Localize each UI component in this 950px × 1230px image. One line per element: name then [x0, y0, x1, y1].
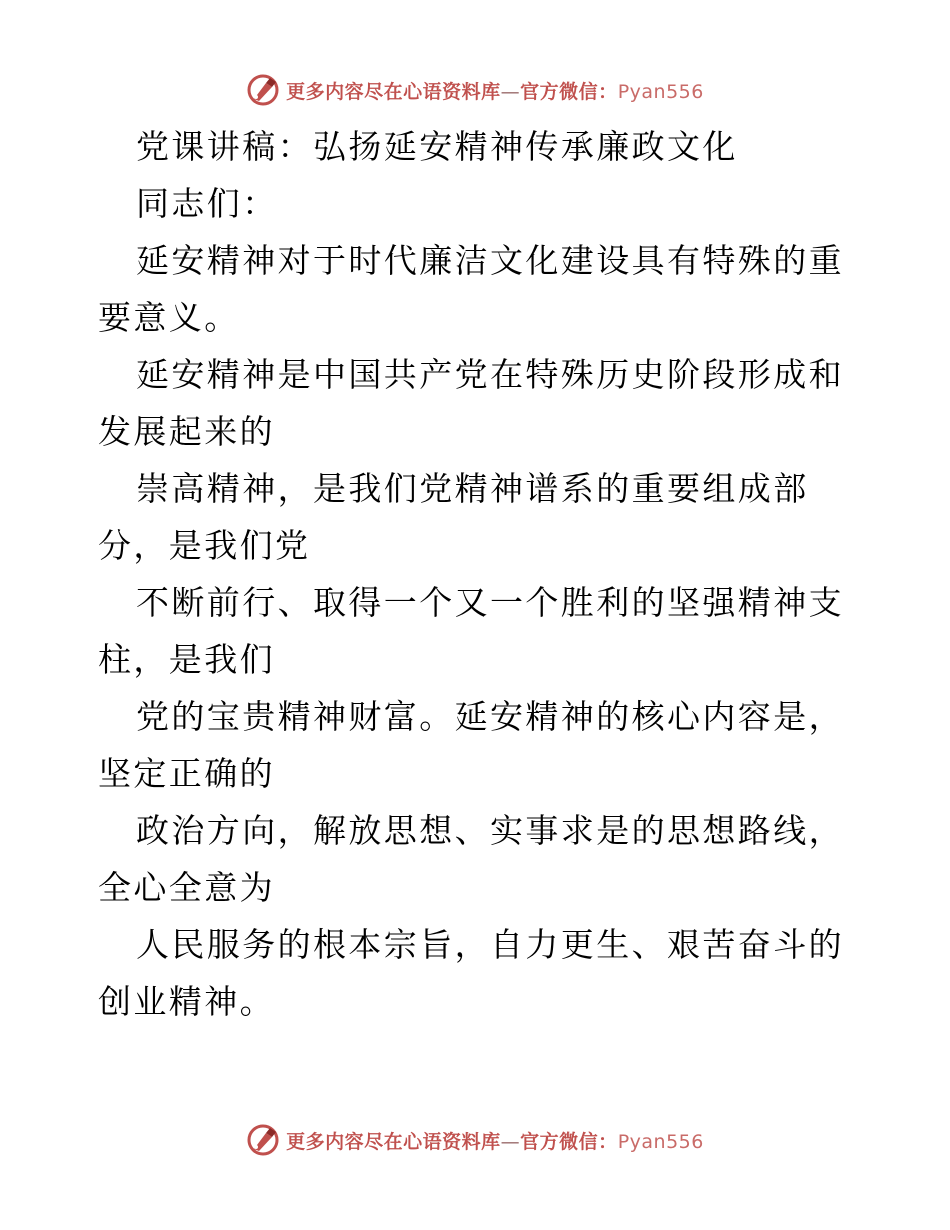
header-banner [0, 70, 950, 110]
banner-wechat-id: Pyan556 [617, 80, 704, 103]
paragraph: 不断前行、取得一个又一个胜利的坚强精神支柱，是我们 [98, 583, 844, 679]
pen-nib-circle-icon [246, 73, 280, 107]
paragraph: 政治方向，解放思想、实事求是的思想路线，全心全意为 [98, 811, 844, 907]
paragraph: 延安精神对于时代廉洁文化建设具有特殊的重要意义。 [98, 241, 844, 337]
salutation: 同志们： [136, 184, 278, 223]
banner-part2: 官方微信： [520, 1130, 618, 1153]
paragraph: 党的宝贵精神财富。延安精神的核心内容是，坚定正确的 [98, 697, 844, 793]
banner-text [286, 77, 704, 104]
footer-banner [0, 1120, 950, 1160]
document-title: 党课讲稿：弘扬延安精神传承廉政文化 [136, 127, 738, 166]
document-body [98, 118, 858, 1030]
banner-dash: — [500, 1130, 521, 1153]
pen-nib-circle-icon [246, 1123, 280, 1157]
paragraph: 崇高精神，是我们党精神谱系的重要组成部分，是我们党 [98, 469, 809, 565]
paragraph: 人民服务的根本宗旨，自力更生、艰苦奋斗的创业精神。 [98, 925, 844, 1021]
paragraph: 延安精神是中国共产党在特殊历史阶段形成和发展起来的 [98, 355, 844, 451]
banner-part1: 更多内容尽在心语资料库 [286, 80, 501, 103]
banner-text [286, 1127, 704, 1154]
banner-part2: 官方微信： [520, 80, 618, 103]
banner-wechat-id: Pyan556 [617, 1130, 704, 1153]
banner-part1: 更多内容尽在心语资料库 [286, 1130, 501, 1153]
banner-dash: — [500, 80, 521, 103]
